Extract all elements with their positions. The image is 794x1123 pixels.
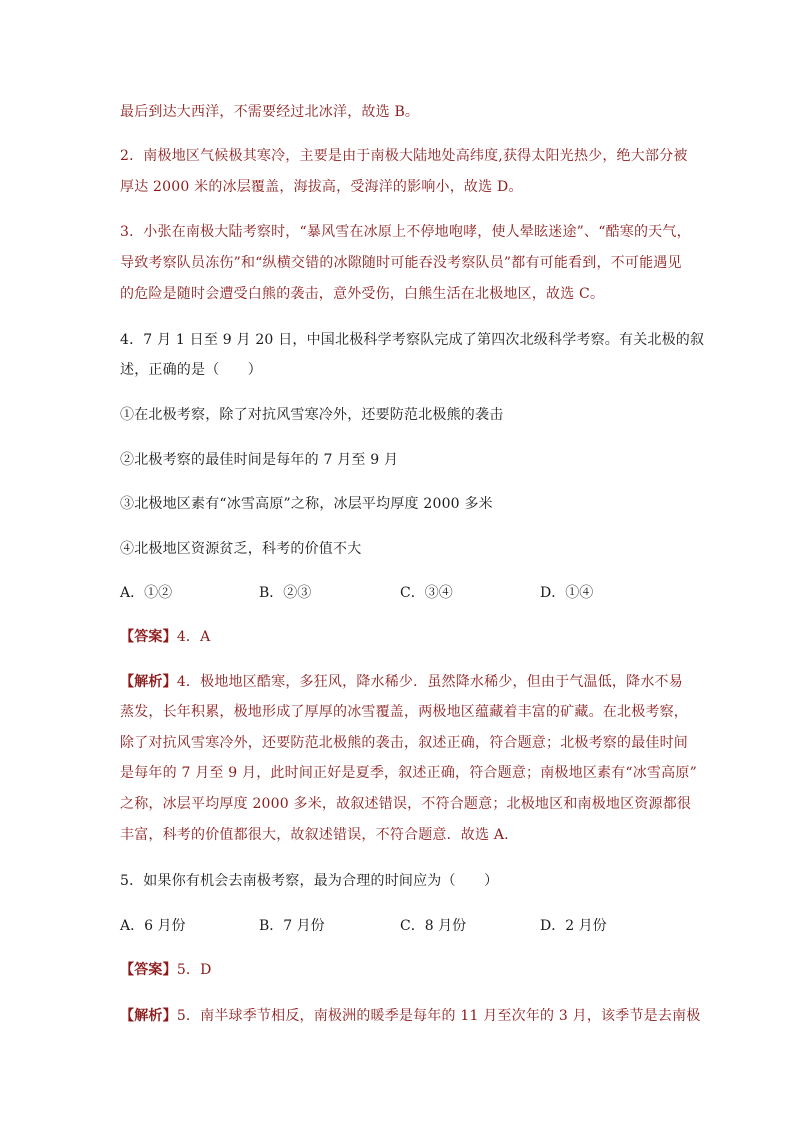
- question-4-answer: [120, 627, 680, 647]
- question-5-option-b: B．7 月份: [259, 918, 325, 934]
- question-4-statement-3: ③北极地区素有“冰雪高原”之称，冰层平均厚度 2000 多米: [120, 496, 493, 512]
- explanation-3-line-1: 3．小张在南极大陆考察时，“暴风雪在冰原上不停地咆哮，使人晕眩迷途”、“酷寒的天气，: [120, 224, 691, 240]
- question-4-analysis-line-1: [120, 672, 683, 692]
- question-4-analysis-line-6: 丰富，科考的价值都很大，故叙述错误，不符合题意．故选 A.: [120, 827, 509, 843]
- question-5-option-a: A．6 月份: [120, 918, 186, 934]
- question-4-statement-4: ④北极地区资源贫乏，科考的价值不大: [120, 541, 362, 557]
- question-4-analysis-line-4: 是每年的 7 月至 9 月，此时间正好是夏季，叙述正确，符合题意；南极地区素有“冰雪高原”: [120, 765, 697, 781]
- answer-value: 5．D: [176, 962, 212, 978]
- explanation-3-tail: 最后到达大西洋，不需要经过北冰洋，故选 B。: [120, 104, 420, 120]
- question-4-option-a: A．①②: [120, 585, 173, 601]
- question-5-analysis-line-1: [120, 1006, 701, 1026]
- question-4-stem-line-1: 4．7 月 1 日至 9 月 20 日，中国北极科学考察队完成了第四次北级科学考察。有关北极的叙: [120, 332, 705, 348]
- explanation-3-line-3: 的危险是随时会遭受白熊的袭击，意外受伤，白熊生活在北极地区，故选 C。: [120, 286, 605, 302]
- question-4-option-c: C．③④: [400, 585, 453, 601]
- question-5-option-d: D．2 月份: [540, 918, 607, 934]
- explanation-2-line-1: 2．南极地区气候极其寒冷，主要是由于南极大陆地处高纬度,获得太阳光热少，绝大部分被: [120, 148, 688, 164]
- analysis-label: 【解析】: [120, 1008, 177, 1024]
- question-4-analysis-line-5: 之称，冰层平均厚度 2000 多米，故叙述错误，不符合题意；北极地区和南极地区资源都很: [120, 796, 692, 812]
- question-4-stem-line-2: 述，正确的是（ ）: [120, 362, 262, 378]
- question-4-option-d: D．①④: [540, 585, 594, 601]
- question-5-answer: [120, 960, 680, 980]
- explanation-2-line-2: 厚达 2000 米的冰层覆盖，海拔高，受海洋的影响小，故选 D。: [120, 179, 523, 195]
- analysis-text: 5．南半球季节相反，南极洲的暖季是每年的 11 月至次年的 3 月，该季节是去南极: [176, 1008, 701, 1024]
- question-4-statement-1: ①在北极考察，除了对抗风雪寒冷外，还要防范北极熊的袭击: [120, 407, 504, 423]
- answer-label: 【答案】: [120, 629, 177, 645]
- answer-value: 4．A: [176, 629, 211, 645]
- question-4-analysis-line-2: 蒸发，长年积累，极地形成了厚厚的冰雪覆盖，两极地区蕴藏着丰富的矿藏。在北极考察，: [120, 704, 688, 720]
- question-5-stem: 5．如果你有机会去南极考察，最为合理的时间应为（ ）: [120, 873, 499, 889]
- answer-label: 【答案】: [120, 962, 177, 978]
- question-5-option-c: C．8 月份: [400, 918, 467, 934]
- analysis-text: 4．极地地区酷寒，多狂风，降水稀少．虽然降水稀少，但由于气温低，降水不易: [176, 674, 683, 690]
- question-4-analysis-line-3: 除了对抗风雪寒冷外，还要防范北极熊的袭击，叙述正确，符合题意；北极考察的最佳时间: [120, 735, 688, 751]
- question-4-option-b: B．②③: [259, 585, 312, 601]
- question-4-statement-2: ②北极考察的最佳时间是每年的 7 月至 9 月: [120, 452, 399, 468]
- explanation-3-line-2: 导致考察队员冻伤”和“纵横交错的冰隙随时可能吞没考察队员”都有可能看到，不可能遇见: [120, 255, 682, 271]
- analysis-label: 【解析】: [120, 674, 177, 690]
